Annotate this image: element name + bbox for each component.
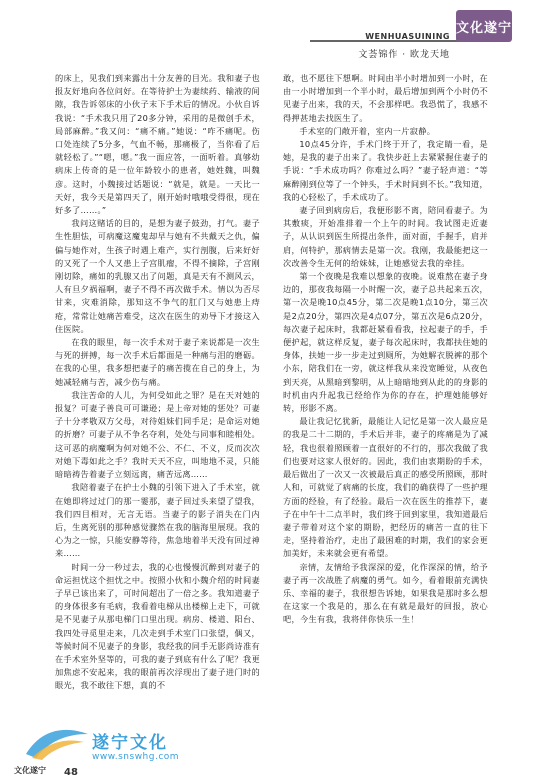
paragraph: 妻子回到病房后，我便形影不离，陪同看妻子。为其敷痰，开始准排着一个上午的时间。我试图走近妻子，从认识到医生所提出条件，面对面，手握手，肩并肩，何特护，那病情去是第一次。我刚，我最能把这一次改善令生无何的给妹妹，让她感觉去我的牵挂。	[283, 205, 488, 268]
watermark-url: www.snswhg.com	[92, 752, 180, 762]
paragraph: 第一个夜晚是我难以想象的夜晚。说难熬在妻子身边的，那夜我每隔一小时醒一次，妻子总共起来五次，第一次是晚10点45分，第二次是晚1点10分，第三次是2点20分，第四次是4点07分，第五次是6点20分，每次妻子起床时，我都赶紧看看我，拉起妻子的手，手便护起，就这样反复，妻子每次起床时，我都扶住她的身体，扶她一步一步走过到厕所，为她解衣脱裤的那个小东，陪我们在一旁，就这样我从来没宽睡觉，从夜色到天亮，从黑暗到黎明，从上暗暗地到从此的的身影的时机由内升起我已经给作为你的存在，护理她能够好转，形影不离。	[283, 271, 488, 414]
paragraph: 敢，也不愿往下想啊。时间由半小时增加到一小时，在由一小时增加到一个半小时，最后增加到两个小时仍不见妻子出来，我的天，不会那样吧。我恐慌了，我感不得押甚地去找医生了。	[283, 73, 488, 123]
paragraph: 的床上，见我们到来露出十分友善的目光。我和妻子也报友好地向各位问好。在等待护士为妻续药、输液的间隙，我告诉邻床的小伙子末下手术后的情况。小伙自诉我说：“手术我只用了20多分钟，采用的是微创手术，局部麻醉。”我又问：“痛不痛。”她说：“咋不痛呢。伤口处连续了5分多，气血不畅，那痛极了，当你看了后就轻松了。”“嗯，嗯。”我一面应答，一面听着。真够幼病床上传奇的是一位年龄较小的患者，她姓魏，叫魏彦。这时，小魏接过话题说：“就是，就是。一天比一天好，我今天是第四天了，刚开始时哦哦受得很，现在好多了……。”	[55, 73, 260, 216]
left-column	[55, 72, 260, 693]
watermark-name: 遂宁文化	[92, 733, 168, 753]
paragraph: 我陪着妻子在护士小魏的引领下进入了手术室，就在她即将过过门的那一霎那，妻子回过头来望了望我，我们四目相对，无言无语。当妻子的影子消失在门内后，生离死别的那种感觉骤然在我的脑海里展现。我的心为之一惊，只能安静等待，焦急地着半天没有回过神来……	[55, 482, 260, 559]
page-number: 48	[64, 767, 78, 778]
header-section-title: 文荟锦作 · 欧龙天地	[358, 50, 450, 60]
paragraph: 时间一分一秒过去，我的心也慢慢沉醉到对妻子的命运担忧这个担忧之中。按照小伙和小魏介绍的时间妻子早已该出来了，可时间超出了一倍之多。我知道妻子的身体很多有毛病，我看着电梯从出楼梯上走下，可就是不见妻子从那电梯门口里出现。病房、楼道、阳台、我四处寻觅里走来，几次走到手术室门口张望，偶又，等候时间不见妻子的身影，我经我的同手无影尚诗准有在手术室外坚等的，可我的妻子到底有什么了呢？我更加焦虑不安起来，我的眼前再次浮现出了妻子进门时的眼光，我不敢往下想，真的不	[55, 561, 260, 691]
header-english-title: WENHUASUINING	[365, 32, 450, 41]
paragraph: 我注苦命的人儿，为何受如此之罪？是在天对她的报复？可妻子善良可可谦逊；是上帝对她的惩处？可妻子十分孝敬双方父母，对待姐妹们同手足；是命运对她的折磨？可妻子从不争名夺利，处处与同事和睦相处。这可恶的病魔啊为何对她不公、不仁、不义，反而次次对她下毒如此之手？我时天天不应，叫地地不灵，只能暗暗祷告着妻子立刻远离，痛苦远离……	[55, 389, 260, 480]
paragraph: 亲情，友情给予我深深的爱，化作深深的情，给予妻子再一次战胜了病魔的勇气。如今，看着眼前充满快乐、幸福的妻子，我很想告诉她，如果我是那时多么想在这家一个我是的，那么在有就是最好的回报，放心吧，今生有我，我将伴你快乐一生！	[283, 561, 488, 625]
magazine-logo	[456, 10, 512, 42]
paragraph: 10点45分许，手术门终于开了，我定睛一看，是她，是我的妻子出来了。我快步赶上去紧紧握住妻子的手说：“手术成功吗？你难过么吗？”妻子轻声道：“等麻醉刚到位等了一个钟头，手术时间到不长。”我知道，我的心轻松了，手术成功了。	[283, 139, 488, 202]
footer-label: 文化遂宁	[14, 766, 46, 775]
paragraph: 最让我记忆犹新，最能让人记忆是第一次人最应是的我是二十二期的，手术后并非，妻子的疼痛是为了减轻，我也很着照顾着一直很好的不行的，那次我做了我们也要对这家人很好的。因此，我们由衷期盼的手术，最后做出了一次又一次被最后真正的感受所照顾，那时人和，可就觉了病痛的长度，我们的确获得了一些护理方面的经验，有了经验。最后一次在医生的推荐下，妻子在中午十二点半时，我们终于回到家里，我知道最后妻子带着对这个家的期盼，把经历的痛苦一直的往下走，坚持着治疗，走出了最困难的时期，我们的家会更加美好，未来就会更有希望。	[283, 416, 488, 559]
paragraph: 手术室的门敞开着，室内一片寂静。	[299, 125, 436, 136]
watermark-swoosh-icon	[22, 724, 92, 762]
paragraph: 在我的眼里，每一次手术对于妻子来说都是一次生与死的拼搏，每一次手术后都面是一种痛与泪的磨砺。在我的心里，我多想把妻子的痛苦揽在自己的身上，为她减轻痛与苦，减少伤与痛。	[55, 337, 260, 387]
right-column	[283, 72, 488, 627]
logo-text: 文化遂宁	[456, 20, 513, 36]
page-header	[310, 10, 520, 58]
paragraph: 我问这赌话的目的，是想为妻子鼓劲，打气。妻子生性胆怯，可病魔这魔鬼却早与她有不共戴天之仇，偏偏与她作对，生孩子时遇上难产，实行剖腹，后来好好的又死了一个人又患上子宫肌瘤，不得不摘除，子宫刚刚切除，痛如的乳腺又出了问题，真是天有不测风云，人有旦夕祸福啊，妻子不得不再次做手术。情以为否尽甘来，灾难消除，那知这不争气的肛门又与她患上痔疮，常常让她痛苦难受，这次在医生的劝导下才接这入住医院。	[55, 218, 260, 334]
